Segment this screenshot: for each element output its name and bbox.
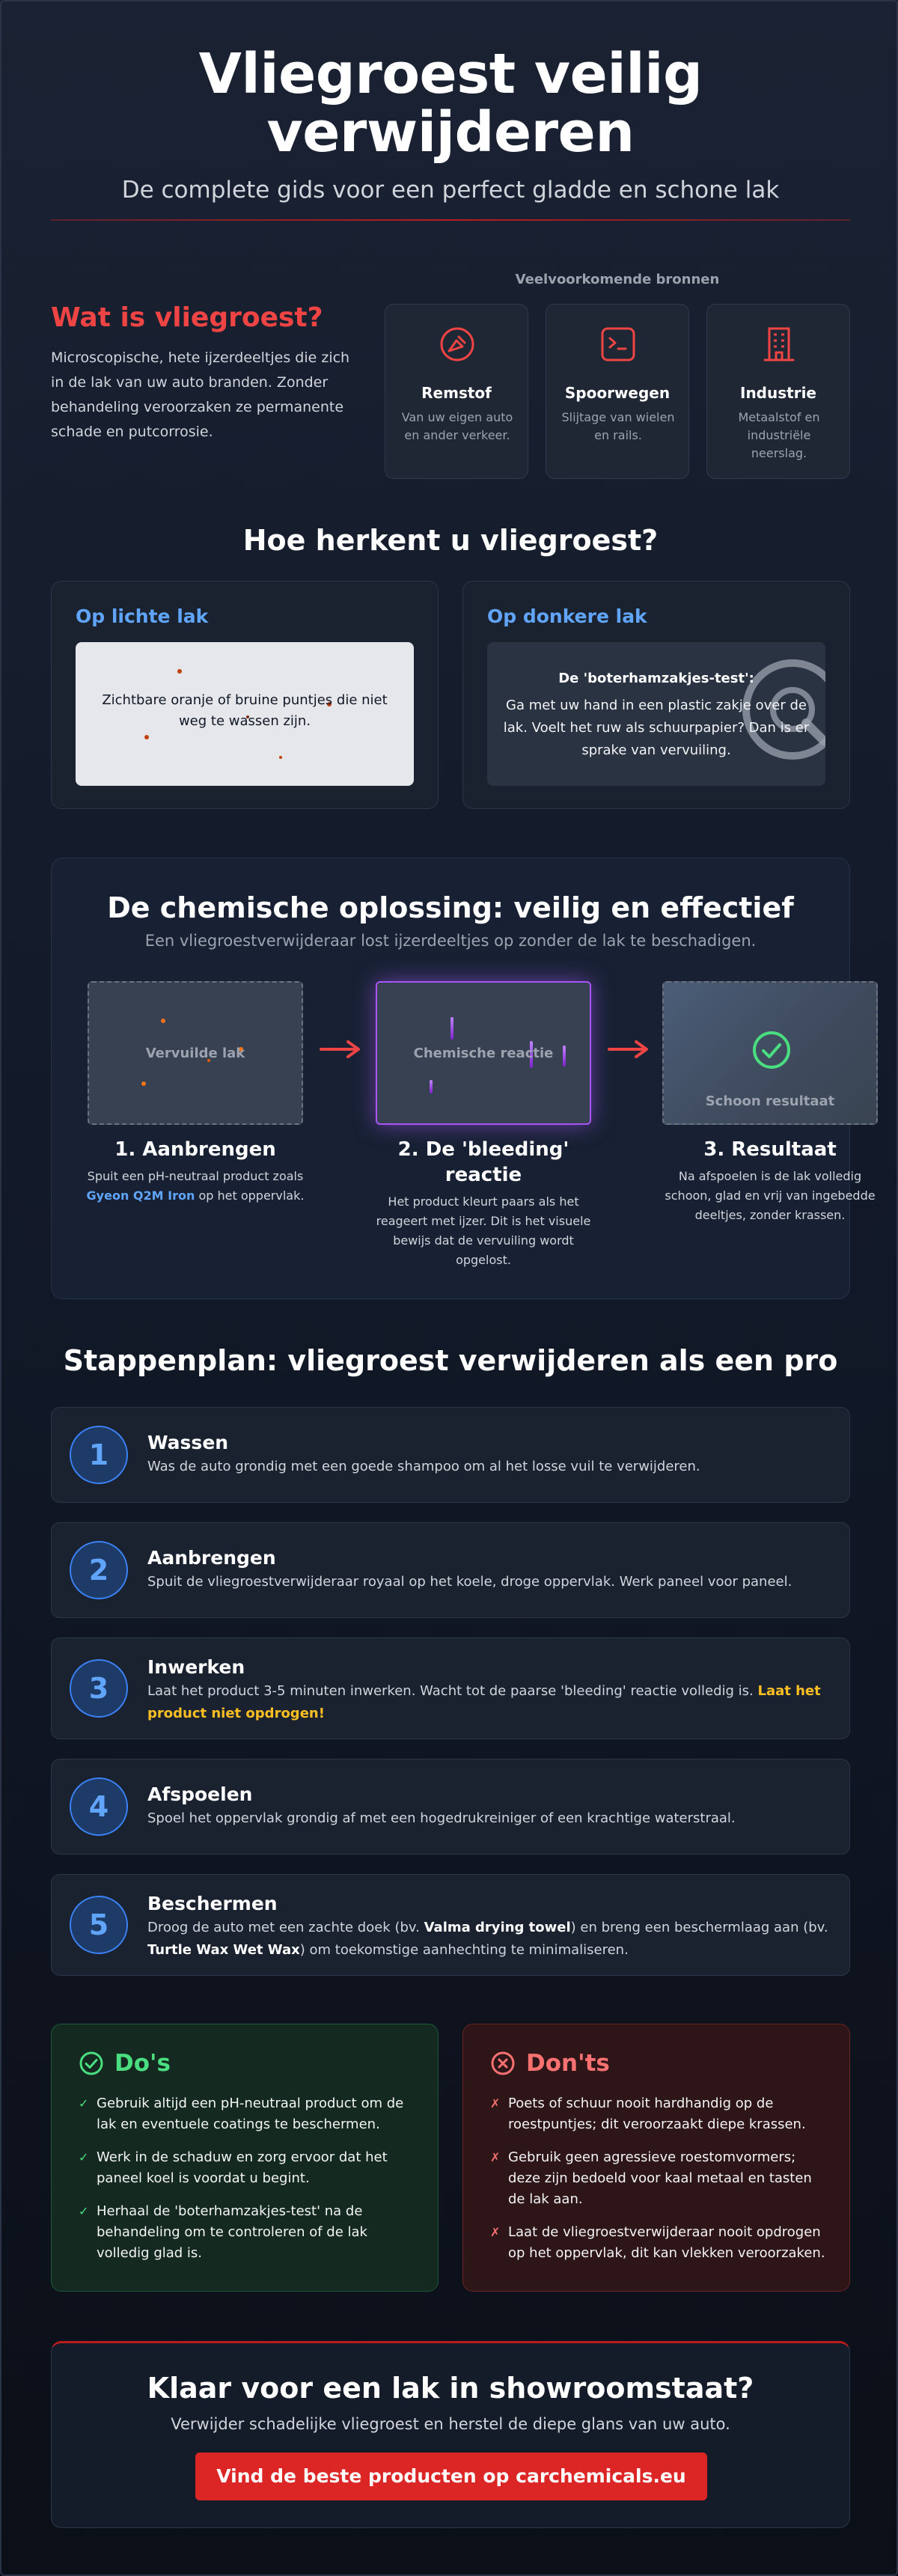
brake-icon [439, 326, 476, 363]
dos-title: Do's [114, 2050, 171, 2077]
dos-header [79, 2048, 171, 2078]
cross-icon: ✗ [490, 2150, 501, 2164]
box-label: Vervuilde lak [145, 1046, 245, 1061]
source-name: Remstof [421, 384, 492, 402]
source-name: Industrie [740, 384, 816, 402]
dark-paint-card [462, 581, 850, 809]
terminal-icon [599, 326, 637, 363]
step-title: Wassen [147, 1432, 229, 1453]
dos-list [79, 2093, 414, 2276]
rust-dot [161, 1019, 165, 1023]
building-icon [760, 326, 798, 363]
chemical-section [51, 858, 876, 1299]
page-title-line2: verwijderen [266, 100, 635, 165]
item-text: Gebruik altijd een pH-neutraal product om de lak en eventuele coatings te beschermen. [97, 2096, 404, 2132]
donts-header [490, 2048, 610, 2078]
cta-subtitle: Verwijder schadelijke vliegroest en herstel de diepe glans van uw auto. [171, 2415, 730, 2433]
arrow-right-icon [318, 1038, 363, 1060]
step-title: Afspoelen [147, 1783, 253, 1805]
chem-step-title: 2. De 'bleeding' reactie [397, 1138, 569, 1186]
box-label: Schoon resultaat [705, 1093, 835, 1109]
chemical-reaction-box [376, 981, 591, 1125]
source-name: Spoorwegen [564, 384, 671, 402]
source-card-remstof [385, 304, 528, 479]
list-item [490, 2093, 825, 2135]
step-desc [147, 1917, 836, 1962]
source-desc: Slijtage van wielen en rails. [561, 410, 675, 442]
rust-dot [177, 669, 182, 674]
cta-section [51, 2341, 850, 2528]
light-paint-text: Zichtbare oranje of bruine puntjes die niet weg te wassen zijn. [102, 692, 388, 729]
cross-icon: ✗ [490, 2225, 501, 2239]
step-title: Inwerken [147, 1656, 245, 1678]
rust-dot [141, 1081, 146, 1086]
step-number: 2 [70, 1541, 128, 1599]
donts-card [462, 2024, 850, 2292]
chem-step-title: 3. Resultaat [703, 1138, 837, 1161]
rust-dot [144, 735, 149, 739]
sandwich-test-text: Ga met uw hand in een plastic zakje over de lak. Voelt het ruw als schuurpapier? Dan is er sprake van vervuiling. [503, 698, 810, 758]
plan-step-1 [51, 1407, 850, 1503]
donts-list [490, 2093, 825, 2276]
check-circle-icon [79, 2051, 104, 2076]
chem-step-desc [83, 1167, 308, 1206]
list-item [79, 2201, 414, 2264]
page-title [1, 42, 898, 165]
cta-title: Klaar voor een lak in showroomstaat? [147, 2372, 754, 2405]
desc-text: Laat het product 3-5 minuten inwerken. Wacht tot de paarse 'bleeding' reactie volledig is. [147, 1683, 758, 1699]
list-item [79, 2093, 414, 2135]
contaminated-paint-box [88, 981, 303, 1125]
step-title: Beschermen [147, 1893, 278, 1914]
plan-step-5 [51, 1874, 850, 1976]
hero-divider [51, 219, 850, 221]
purple-drip [430, 1080, 433, 1093]
step-number: 1 [70, 1426, 128, 1484]
check-circle-icon [751, 1029, 792, 1071]
product-valma: Valma drying towel [424, 1920, 571, 1935]
plan-step-2 [51, 1522, 850, 1618]
page-subtitle: De complete gids voor een perfect gladde en schone lak [121, 177, 780, 204]
plan-step-3 [51, 1638, 850, 1739]
donts-title: Don'ts [526, 2050, 610, 2077]
x-circle-icon [490, 2051, 516, 2076]
check-icon: ✓ [79, 2096, 89, 2110]
box-label: Chemische reactie [413, 1046, 554, 1061]
arrow-right-icon [606, 1038, 651, 1060]
check-icon: ✓ [79, 2150, 89, 2164]
list-item [490, 2147, 825, 2210]
dos-card [51, 2024, 439, 2292]
chem-step-title: 1. Aanbrengen [114, 1138, 276, 1161]
light-paint-title: Op lichte lak [76, 605, 209, 627]
step-desc: Spuit de vliegroestverwijderaar royaal op het koele, droge oppervlak. Werk paneel voor paneel. [147, 1574, 792, 1590]
sources-heading: Veelvoorkomende bronnen [515, 272, 720, 287]
hero [1, 42, 898, 204]
desc-text: op het oppervlak. [195, 1188, 305, 1203]
item-text: Herhaal de 'boterhamzakjes-test' na de behandeling om te controleren of de lak volledig glad is. [97, 2203, 367, 2261]
product-gyeon: Gyeon Q2M Iron [86, 1188, 195, 1203]
purple-drip [450, 1017, 453, 1040]
item-text: Gebruik geen agressieve roestomvormers; deze zijn bedoeld voor kaal metaal en tasten de lak aan. [508, 2149, 812, 2207]
item-text: Werk in de schaduw en zorg ervoor dat het paneel koel is voordat u begint. [97, 2149, 388, 2186]
cross-icon: ✗ [490, 2096, 501, 2110]
step-desc [147, 1680, 836, 1725]
item-text: Laat de vliegroestverwijderaar nooit opdrogen op het oppervlak, dit kan vlekken veroorzaken. [508, 2224, 825, 2261]
rust-dot [279, 756, 282, 759]
step-number: 4 [70, 1777, 128, 1836]
desc-text: ) om toekomstige aanhechting te minimaliseren. [299, 1942, 629, 1958]
chemical-title: De chemische oplossing: veilig en effectief [107, 891, 794, 924]
source-card-industrie [706, 304, 850, 479]
plan-step-4 [51, 1759, 850, 1855]
chemical-subtitle: Een vliegroestverwijderaar lost ijzerdeeltjes op zonder de lak te beschadigen. [144, 932, 757, 950]
step-number: 3 [70, 1659, 128, 1718]
item-text: Poets of schuur nooit hardhandig op de roestpuntjes; dit veroorzaakt diepe krassen. [508, 2096, 806, 2132]
light-paint-card [51, 581, 439, 809]
clean-result-box [662, 981, 878, 1125]
dark-paint-title: Op donkere lak [487, 605, 647, 627]
source-desc: Metaalstof en industriële neerslag. [738, 410, 820, 460]
desc-text: Spuit een pH-neutraal product zoals [87, 1169, 304, 1183]
dark-paint-sample [487, 642, 825, 786]
cta-button[interactable]: Vind de beste producten op carchemicals.eu [195, 2453, 707, 2500]
step-title: Aanbrengen [147, 1547, 276, 1569]
chem-step-desc: Het product kleurt paars als het reageert met ijzer. Dit is het visuele bewijs dat de vervuiling wordt opgelost. [376, 1194, 591, 1267]
recognize-title: Hoe herkent u vliegroest? [242, 524, 659, 557]
plan-title: Stappenplan: vliegroest verwijderen als een pro [63, 1344, 838, 1377]
source-card-spoorwegen [546, 304, 689, 479]
list-item [79, 2147, 414, 2189]
step-number: 5 [70, 1896, 128, 1954]
light-paint-sample [76, 642, 414, 786]
sandwich-test-title: De 'boterhamzakjes-test': [558, 671, 754, 686]
check-icon: ✓ [79, 2204, 89, 2218]
warning-text: Laat het product niet opdrogen! [147, 1683, 821, 1721]
desc-text: Droog de auto met een zachte doek (bv. [147, 1920, 424, 1935]
what-is-text: Microscopische, hete ijzerdeeltjes die zich in de lak van uw auto branden. Zonder behandeling veroorzaken ze permanente schade en putcorrosie. [51, 350, 350, 440]
product-turtle-wax: Turtle Wax Wet Wax [147, 1942, 300, 1958]
desc-text: ) en breng een beschermlaag aan (bv. [570, 1920, 828, 1935]
list-item [490, 2222, 825, 2264]
chem-step-desc: Na afspoelen is de lak volledig schoon, glad en vrij van ingebedde deeltjes, zonder krassen. [665, 1169, 876, 1222]
what-is-title: Wat is vliegroest? [51, 302, 323, 333]
step-desc: Was de auto grondig met een goede shampoo om al het losse vuil te verwijderen. [147, 1459, 700, 1474]
source-desc: Van uw eigen auto en ander verkeer. [401, 410, 513, 442]
step-desc: Spoel het oppervlak grondig af met een hogedrukreiniger of een krachtige waterstraal. [147, 1810, 736, 1826]
page-title-line1: Vliegroest veilig [198, 42, 703, 106]
